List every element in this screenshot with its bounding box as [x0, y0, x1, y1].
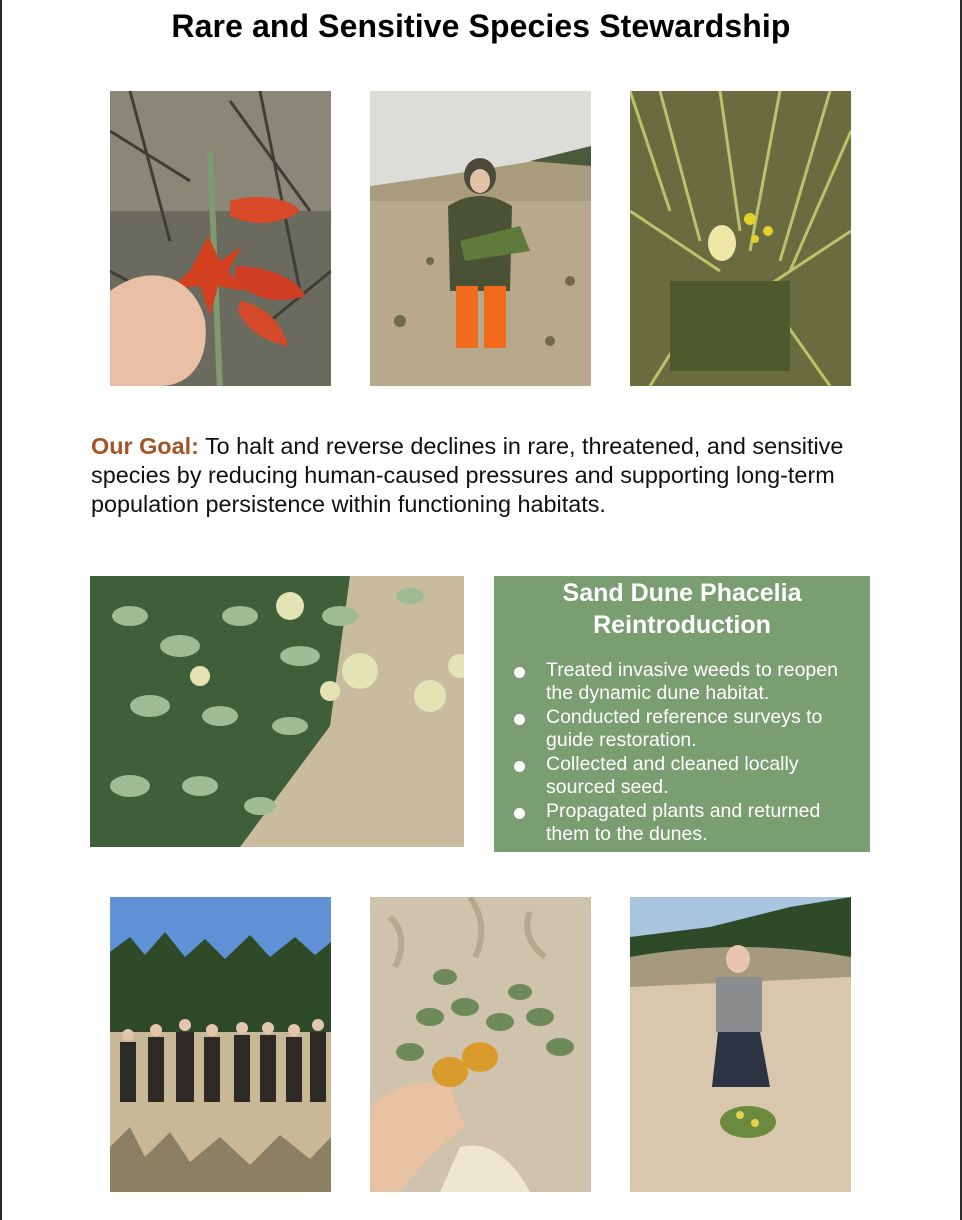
panel-title: Sand Dune Phacelia Reintroduction [562, 579, 802, 639]
photo-volunteer-with-weeds [370, 91, 591, 386]
bullet-icon [514, 714, 525, 725]
list-item: Treated invasive weeds to reopen the dynamic dune habitat. [494, 659, 870, 705]
list-item: Collected and cleaned locally sourced seed. [494, 753, 870, 799]
panel-list [494, 659, 870, 846]
bullet-icon [514, 808, 525, 819]
goal-text: To halt and reverse declines in rare, threatened, and sensitive species by reducing human-caused pressures and supporting long-term population persistence within functioning habitats. [91, 433, 844, 517]
photo-volunteer-kneeling [630, 897, 851, 1192]
list-item: Conducted reference surveys to guide restoration. [494, 706, 870, 752]
goal-statement [91, 432, 851, 519]
list-item: Propagated plants and returned them to the dunes. [494, 800, 870, 846]
reintroduction-panel [494, 576, 870, 852]
bullet-icon [514, 761, 525, 772]
photo-volunteer-group [110, 897, 331, 1192]
photo-yellow-flower-grass [630, 91, 851, 386]
page-title: Rare and Sensitive Species Stewardship [171, 8, 791, 44]
bullet-icon [514, 667, 525, 678]
goal-label: Our Goal: [91, 433, 199, 459]
photo-sand-dune-phacelia [90, 576, 464, 847]
photo-potted-plants-in-hand [370, 897, 591, 1192]
photo-red-lily-flower [110, 91, 331, 386]
